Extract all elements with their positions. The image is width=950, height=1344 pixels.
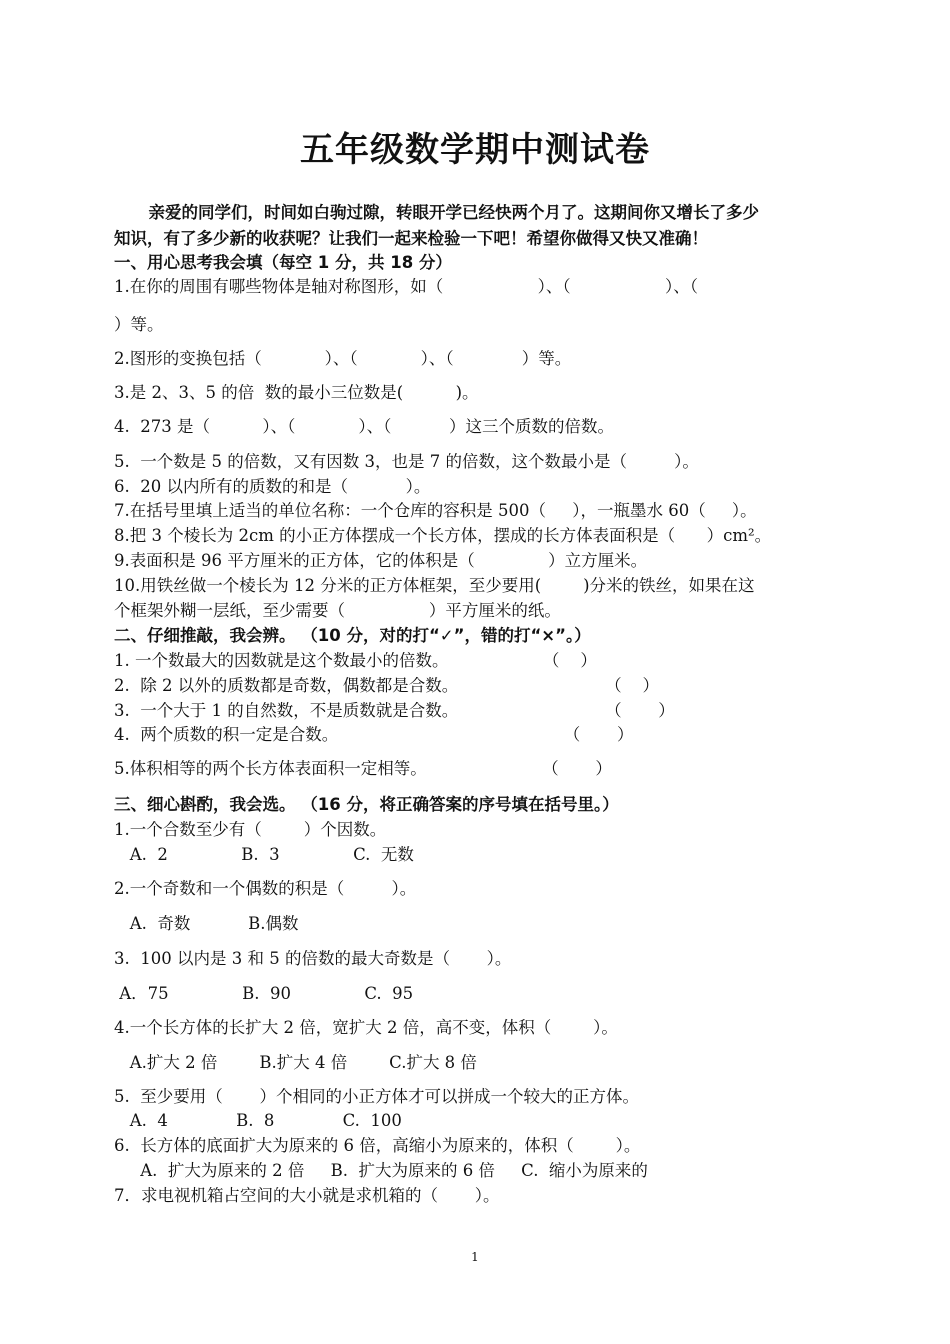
- s3-q4-options: A.扩大 2 倍 B.扩大 4 倍 C.扩大 8 倍: [114, 1053, 477, 1072]
- section2-heading: 二、仔细推敲，我会辨。 （10 分，对的打“✓”，错的打“×”。）: [114, 626, 591, 645]
- s1-q5: 5. 一个数是 5 的倍数，又有因数 3，也是 7 的倍数，这个数最小是（ ）。: [114, 452, 699, 471]
- intro-line-1: 亲爱的同学们，时间如白驹过隙，转眼开学已经快两个月了。这期间你又增长了多少: [114, 203, 759, 222]
- s3-q7: 7．求电视机箱占空间的大小就是求机箱的（ ）。: [114, 1186, 500, 1205]
- s1-q8: 8.把 3 个棱长为 2cm 的小正方体摆成一个长方体，摆成的长方体表面积是（ ）cm²。: [114, 526, 772, 545]
- s3-q6: 6. 长方体的底面扩大为原来的 6 倍，高缩小为原来的，体积（ ）。: [114, 1136, 641, 1155]
- s2-q1: 1. 一个数最大的因数就是这个数最小的倍数。 （ ）: [114, 651, 597, 670]
- s3-q6-options: A. 扩大为原来的 2 倍 B. 扩大为原来的 6 倍 C. 缩小为原来的: [114, 1161, 648, 1180]
- s1-q9: 9.表面积是 96 平方厘米的正方体，它的体积是（ ）立方厘米。: [114, 551, 648, 570]
- s2-q4: 4. 两个质数的积一定是合数。 （ ）: [114, 725, 634, 744]
- s2-q3: 3. 一个大于 1 的自然数，不是质数就是合数。 （ ）: [114, 701, 675, 720]
- section1-heading: 一、用心思考我会填（每空 1 分，共 18 分）: [114, 253, 452, 272]
- s3-q2: 2.一个奇数和一个偶数的积是（ ）。: [114, 879, 417, 898]
- s3-q1-options: A. 2 B. 3 C. 无数: [114, 845, 414, 864]
- page-title: 五年级数学期中测试卷: [300, 130, 650, 170]
- s3-q2-options: A. 奇数 B.偶数: [114, 914, 299, 933]
- s1-q1: 1.在你的周围有哪些物体是轴对称图形，如（ ）、（ ）、（: [114, 277, 699, 296]
- s3-q1: 1.一个合数至少有（ ）个因数。: [114, 820, 387, 839]
- section3-heading: 三、细心斟酌，我会选。 （16 分，将正确答案的序号填在括号里。）: [114, 795, 619, 814]
- s3-q5: 5. 至少要用（ ）个相同的小正方体才可以拼成一个较大的正方体。: [114, 1087, 639, 1106]
- s1-q10-cont: 个框架外糊一层纸，至少需要（ ）平方厘米的纸。: [114, 601, 561, 620]
- s3-q3-options: A．75 B. 90 C. 95: [114, 984, 414, 1003]
- intro-line-2: 知识，有了多少新的收获呢？让我们一起来检验一下吧！希望你做得又快又准确！: [114, 229, 708, 248]
- s1-q7: 7.在括号里填上适当的单位名称：一个仓库的容积是 500（ ），一瓶墨水 60（ ）。: [114, 501, 757, 520]
- s2-q5: 5.体积相等的两个长方体表面积一定相等。 （ ）: [114, 759, 612, 778]
- s1-q10: 10.用铁丝做一个棱长为 12 分米的正方体框架，至少要用( )分米的铁丝，如果在这: [114, 576, 755, 595]
- s2-q2: 2. 除 2 以外的质数都是奇数，偶数都是合数。 （ ）: [114, 676, 660, 695]
- s3-q3: 3. 100 以内是 3 和 5 的倍数的最大奇数是（ ）。: [114, 949, 512, 968]
- s1-q2: 2.图形的变换包括（ ）、（ ）、（ ）等。: [114, 349, 572, 368]
- s1-q4: 4. 273 是（ ）、（ ）、（ ）这三个质数的倍数。: [114, 417, 615, 436]
- page-number: 1: [471, 1250, 479, 1264]
- s1-q3: 3.是 2、3、5 的倍 数的最小三位数是( )。: [114, 383, 479, 402]
- s3-q5-options: A. 4 B. 8 C. 100: [114, 1111, 402, 1130]
- s1-q1-cont: ）等。: [114, 315, 164, 334]
- s1-q6: 6. 20 以内所有的质数的和是（ ）。: [114, 477, 431, 496]
- s3-q4: 4.一个长方体的长扩大 2 倍，宽扩大 2 倍，高不变，体积（ ）。: [114, 1018, 618, 1037]
